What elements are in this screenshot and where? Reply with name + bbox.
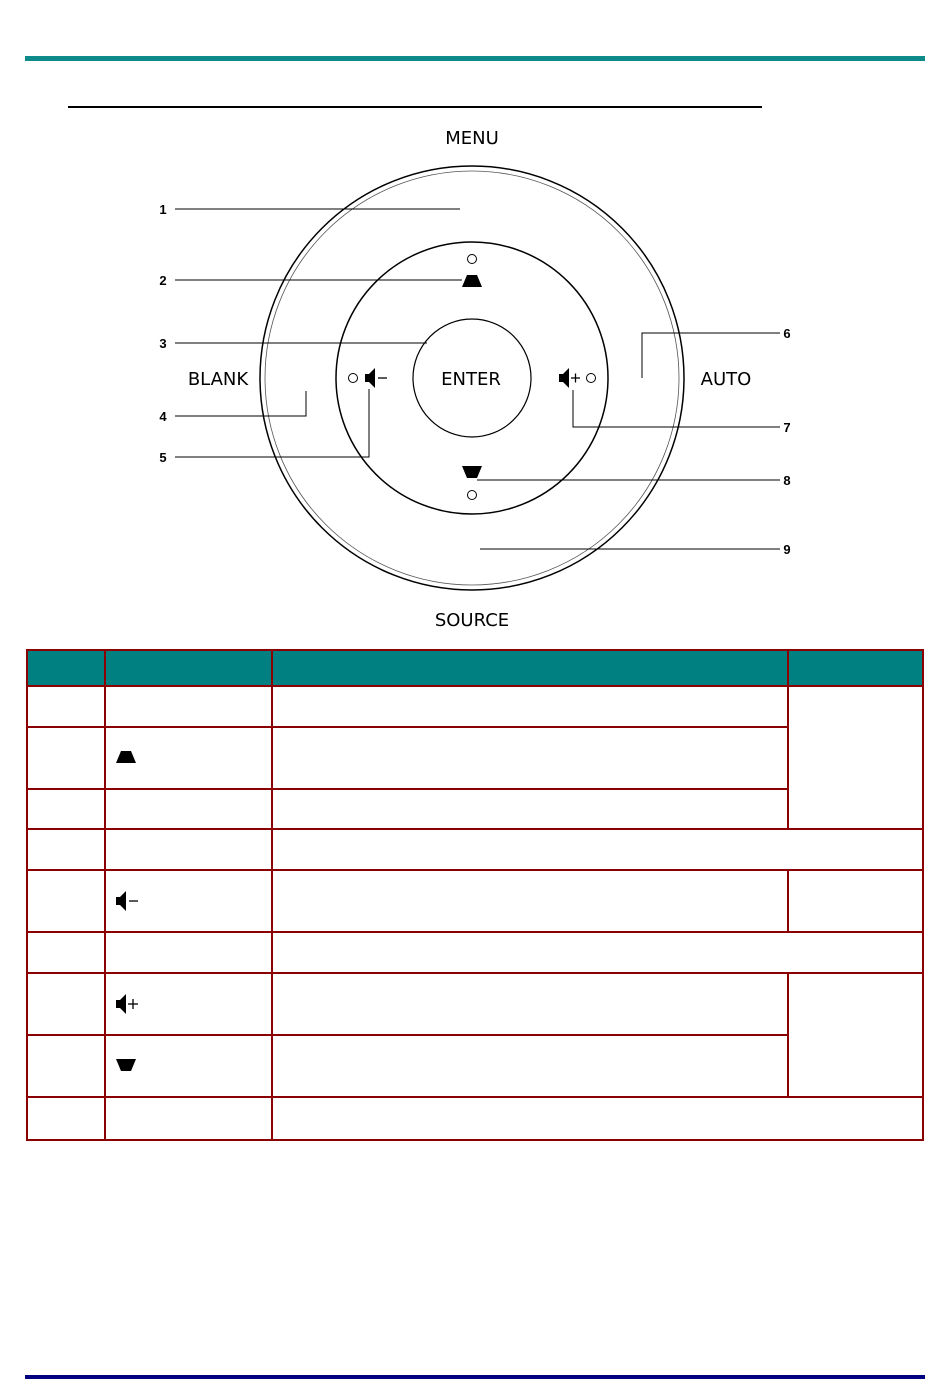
callout-3: 3	[159, 336, 167, 351]
column-header	[27, 650, 105, 686]
row-number	[27, 1097, 105, 1140]
footer-rule	[25, 1375, 925, 1379]
row-number	[27, 870, 105, 932]
volume-up-icon[interactable]	[559, 368, 580, 388]
row-page-ref	[788, 686, 923, 829]
row-number	[27, 727, 105, 789]
row-description	[272, 789, 788, 829]
row-description	[272, 1097, 923, 1140]
row-key	[105, 829, 272, 870]
callout-9: 9	[783, 542, 791, 557]
row-key	[105, 1097, 272, 1140]
row-description	[272, 727, 788, 789]
callout-2: 2	[159, 273, 167, 288]
auto-label: AUTO	[700, 369, 752, 390]
row-number	[27, 789, 105, 829]
row-key	[105, 932, 272, 973]
column-header	[105, 650, 272, 686]
keypad-diagram	[0, 0, 950, 640]
row-key	[105, 789, 272, 829]
enter-label: ENTER	[441, 369, 501, 390]
volume-up-icon	[116, 994, 142, 1014]
row-description	[272, 686, 788, 727]
table-row	[27, 686, 923, 727]
callout-6: 6	[783, 326, 791, 341]
down-arrow-icon	[116, 1059, 138, 1073]
callout-8: 8	[783, 473, 791, 488]
row-key	[105, 870, 272, 932]
row-key	[105, 727, 272, 789]
row-description	[272, 932, 923, 973]
volume-up-led	[587, 374, 596, 383]
row-number	[27, 1035, 105, 1097]
column-header	[788, 650, 923, 686]
function-table	[26, 649, 924, 1141]
up-arrow-icon[interactable]	[462, 275, 482, 287]
callout-5: 5	[159, 450, 167, 465]
table-row	[27, 932, 923, 973]
table-header-row	[27, 650, 923, 686]
row-description	[272, 870, 788, 932]
volume-down-led	[349, 374, 358, 383]
column-header	[272, 650, 788, 686]
menu-label: MENU	[445, 128, 499, 149]
row-number	[27, 686, 105, 727]
volume-down-icon[interactable]	[365, 368, 387, 388]
row-page-ref	[788, 973, 923, 1097]
down-arrow-icon[interactable]	[462, 466, 482, 478]
table-row	[27, 973, 923, 1035]
row-key	[105, 1035, 272, 1097]
row-number	[27, 932, 105, 973]
up-arrow-icon	[116, 751, 138, 765]
blank-label: BLANK	[187, 369, 249, 390]
table-row	[27, 829, 923, 870]
row-page-ref	[788, 870, 923, 932]
down-indicator-led	[468, 491, 477, 500]
row-number	[27, 829, 105, 870]
row-description	[272, 829, 923, 870]
table-row	[27, 1097, 923, 1140]
callout-1: 1	[159, 202, 167, 217]
up-indicator-led	[468, 255, 477, 264]
source-label: SOURCE	[434, 610, 510, 631]
callout-7: 7	[783, 420, 791, 435]
volume-down-icon	[116, 891, 142, 911]
row-key	[105, 686, 272, 727]
callout-4: 4	[159, 409, 167, 424]
row-description	[272, 973, 788, 1035]
row-number	[27, 973, 105, 1035]
row-description	[272, 1035, 788, 1097]
row-key	[105, 973, 272, 1035]
table-row	[27, 870, 923, 932]
